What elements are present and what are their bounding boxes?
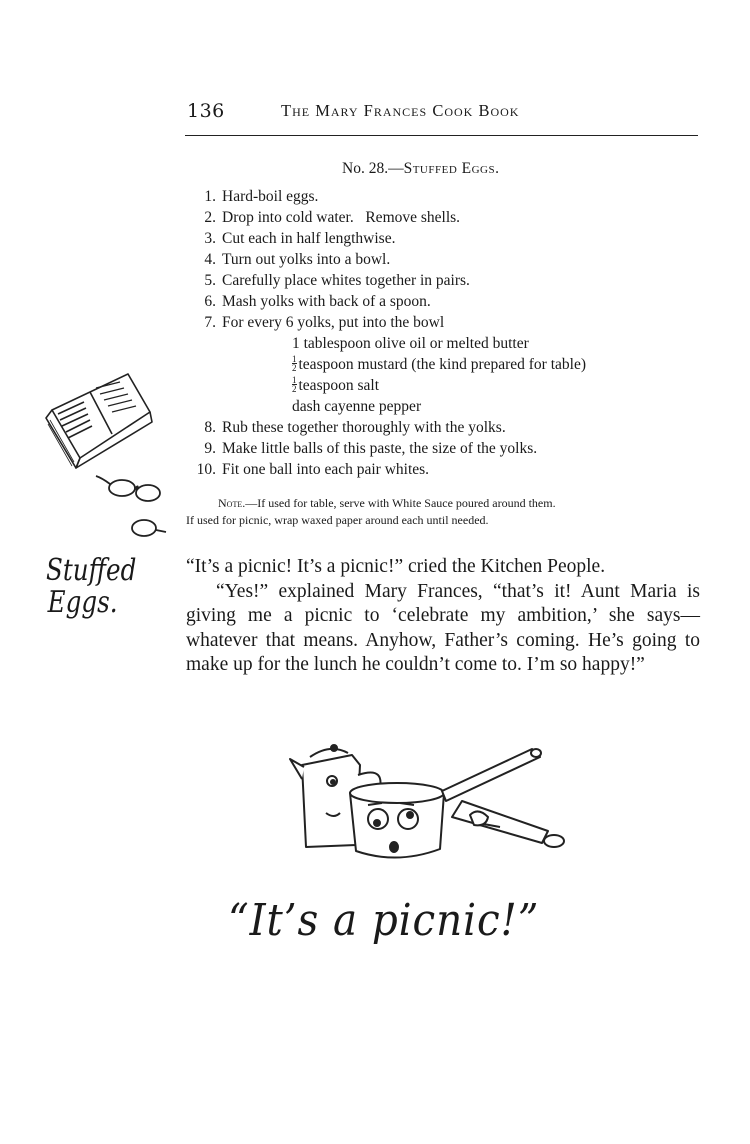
ingredient-oil: 1 tablespoon olive oil or melted butter <box>292 335 529 352</box>
story-paragraph-2: “Yes!” explained Mary Frances, “that’s it! Aunt Maria is giving me a picnic to ‘celebrate my ambition,’ she says—whatever that means. Anyhow, Father’s coming. He’s going to make up for the lunch he couldn’t come to. I’m so happy!” <box>186 580 700 675</box>
step-1: 1. Hard-boil eggs. <box>204 188 319 205</box>
step-3: 3. Cut each in half lengthwise. <box>204 230 396 247</box>
fraction-half: $\frac{1}{2}$ <box>292 375 297 394</box>
running-title: The Mary Frances Cook Book <box>281 101 520 120</box>
ingredient-cayenne: dash cayenne pepper <box>292 398 422 415</box>
kitchen-people-illustration <box>282 735 582 870</box>
recipe-name: Stuffed Eggs. <box>403 160 500 177</box>
recipe-title <box>342 160 499 178</box>
page-number: 136 <box>187 100 225 122</box>
step-8: 8. Rub these together thoroughly with the yolks. <box>204 419 506 436</box>
ingredient-mustard: $\frac{1}{2}$ teaspoon mustard (the kind prepared for table) <box>292 354 587 373</box>
fraction-half: $\frac{1}{2}$ <box>292 354 297 373</box>
recipe-number: No. 28.— <box>342 160 404 177</box>
step-2: 2. Drop into cold water. Remove shells. <box>204 209 461 226</box>
ingredient-salt: $\frac{1}{2}$ teaspoon salt <box>292 375 379 394</box>
note-line-1: If used for table, serve with White Sauce poured around them. <box>257 496 556 510</box>
recipe-steps <box>186 186 706 480</box>
side-title <box>46 555 149 619</box>
step-10: 10. Fit one ball into each pair whites. <box>196 461 430 478</box>
ingredient-list <box>292 333 706 417</box>
note-label: Note.— <box>218 496 258 510</box>
recipe-note <box>186 495 700 529</box>
story-text <box>186 555 700 678</box>
illustration-caption: “It’s a picnic!” <box>228 895 540 946</box>
side-title-line-1: Stuffed <box>46 553 137 588</box>
open-book-illustration <box>40 360 170 550</box>
step-6: 6. Mash yolks with back of a spoon. <box>204 293 431 310</box>
step-7: 7. For every 6 yolks, put into the bowl <box>204 314 445 331</box>
step-4: 4. Turn out yolks into a bowl. <box>204 251 391 268</box>
header-rule <box>185 135 698 136</box>
step-5: 5. Carefully place whites together in pairs. <box>204 272 470 289</box>
story-paragraph-1: “It’s a picnic! It’s a picnic!” cried the Kitchen People. <box>186 556 606 577</box>
side-title-line-2: Eggs. <box>47 585 118 620</box>
note-line-2: If used for picnic, wrap waxed paper around each until needed. <box>186 513 489 527</box>
step-9: 9. Make little balls of this paste, the size of the yolks. <box>204 440 538 457</box>
